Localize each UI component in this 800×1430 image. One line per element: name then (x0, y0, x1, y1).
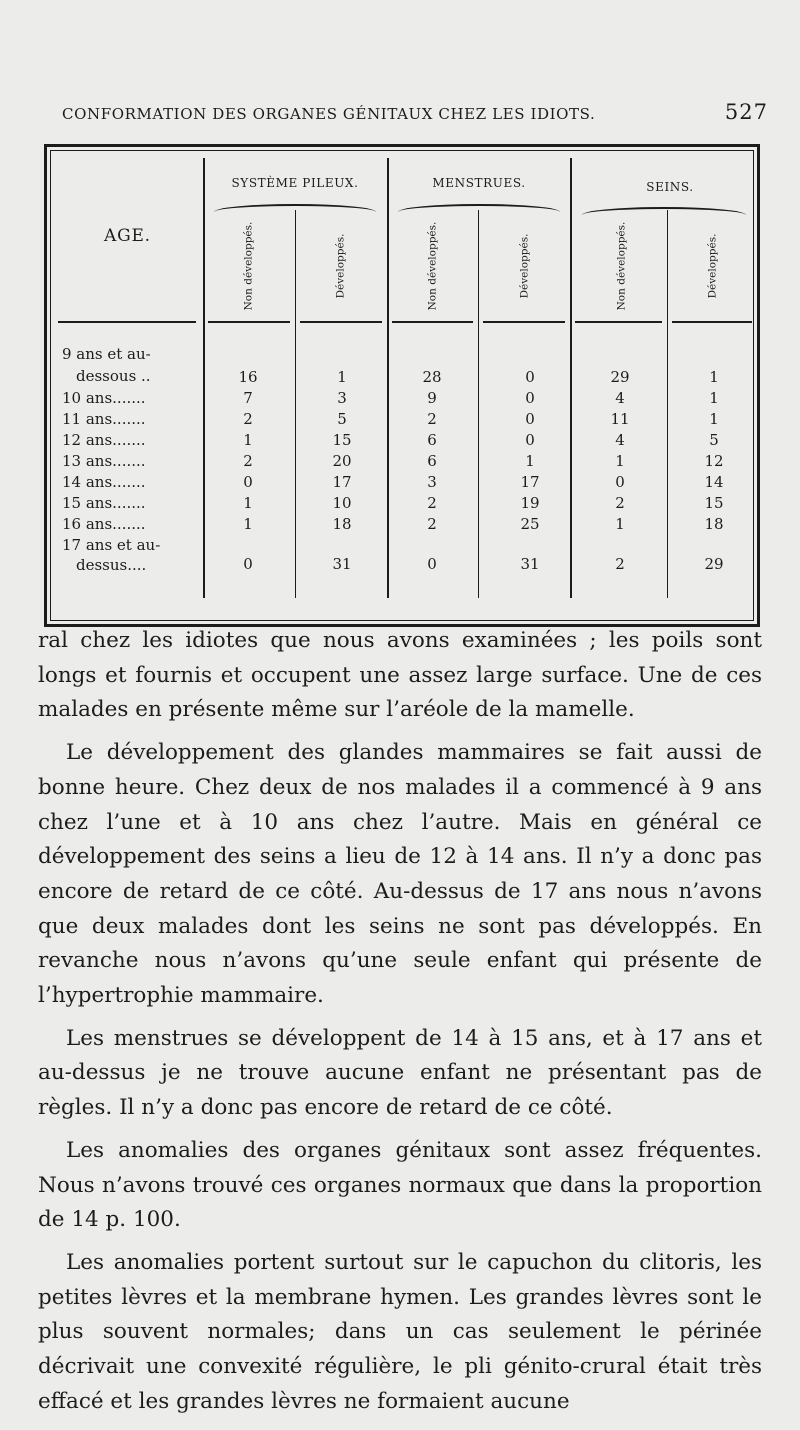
subheader-cell (702, 216, 722, 316)
row-label: 14 ans....... (62, 473, 146, 491)
table-cell: 7 (243, 389, 253, 407)
table-cell: 15 (704, 494, 724, 512)
table-cell: 0 (243, 473, 253, 491)
table-cell: 0 (525, 431, 535, 449)
table-cell: 17 (520, 473, 540, 491)
table-cell: 0 (525, 389, 535, 407)
col-rule (295, 210, 296, 598)
table-cell: 0 (615, 473, 625, 491)
header-rule (672, 321, 752, 323)
table-cell: 17 (332, 473, 352, 491)
subheader-cell (514, 216, 534, 316)
row-label: 15 ans....... (62, 494, 146, 512)
row-label: 13 ans....... (62, 452, 146, 470)
table-cell: 1 (709, 389, 719, 407)
row-label: 9 ans et au- (62, 345, 151, 363)
subheader-cell (611, 216, 631, 316)
table-cell: 1 (337, 368, 347, 386)
table-cell: 1 (243, 494, 253, 512)
table-cell: 2 (615, 494, 625, 512)
col-rule (203, 158, 205, 598)
col-rule (667, 210, 668, 598)
table-cell: 3 (337, 389, 347, 407)
running-title: CONFORMATION DES ORGANES GÉNITAUX CHEZ LES IDIOTS. (62, 105, 596, 123)
table-cell: 28 (422, 368, 442, 386)
header-rule (300, 321, 382, 323)
table-cell: 2 (615, 555, 625, 573)
table-cell: 2 (243, 410, 253, 428)
group-header-menstrues: MENSTRUES. (432, 176, 526, 190)
table-cell: 14 (704, 473, 724, 491)
subheader-label: Non développés. (615, 221, 628, 311)
table-cell: 18 (704, 515, 724, 533)
table-cell: 12 (704, 452, 724, 470)
subheader-label: Développés. (518, 233, 530, 299)
group-header-seins: SEINS. (646, 180, 694, 194)
table-cell: 18 (332, 515, 352, 533)
table-cell: 2 (427, 494, 437, 512)
table-cell: 5 (337, 410, 347, 428)
table-cell: 1 (615, 452, 625, 470)
paragraph: Le développement des glandes mammaires se fait aussi de bonne heure. Chez deux de nos malades il a commencé à 9 ans chez l’une et à 10 ans chez l’autre. Mais en général ce développement des seins a lieu de 12 à 14 ans. Il n’y a donc pas encore de retard de ce côté. Au-dessus de 17 ans nous n’avons que deux malades dont les seins ne sont pas développés. En revanche nous n’avons qu’une seule enfant qui présente de l’hypertrophie mammaire. (38, 740, 762, 1009)
paragraph: Les menstrues se développent de 14 à 15 ans, et à 17 ans et au-dessus je ne trouve aucune enfant ne présentant pas de règles. Il n’y a donc pas encore de retard de ce côté. (38, 1025, 762, 1121)
table-cell: 0 (525, 410, 535, 428)
table-cell: 1 (615, 515, 625, 533)
table-cell: 19 (520, 494, 540, 512)
body-text (38, 624, 762, 1419)
table-cell: 31 (332, 555, 352, 573)
table-cell: 1 (709, 410, 719, 428)
table-cell: 1 (243, 431, 253, 449)
paragraph: Les anomalies portent surtout sur le capuchon du clitoris, les petites lèvres et la membrane hymen. Les grandes lèvres sont le plus souvent normales; dans un cas seulement le périnée décrivait une convexité régulière, le pli génito-crural était très effacé et les grandes lèvres ne formaient aucune (38, 1249, 762, 1414)
row-label: 10 ans....... (62, 389, 146, 407)
table-cell: 11 (610, 410, 630, 428)
table-cell: 3 (427, 473, 437, 491)
table-cell: 4 (615, 389, 625, 407)
subheader-label: Non développés. (426, 221, 439, 311)
page-number: 527 (724, 100, 768, 124)
subheader-label: Non développés. (242, 221, 255, 311)
table-cell: 29 (610, 368, 630, 386)
row-label: 16 ans....... (62, 515, 146, 533)
row-label: 17 ans et au- (62, 536, 161, 554)
table-cell: 1 (709, 368, 719, 386)
header-rule (575, 321, 662, 323)
subheader-label: Développés. (334, 233, 346, 299)
table-cell: 31 (520, 555, 540, 573)
table-cell: 2 (243, 452, 253, 470)
col-rule (478, 210, 479, 598)
table-cell: 0 (427, 555, 437, 573)
table-cell: 15 (332, 431, 352, 449)
table-cell: 0 (525, 368, 535, 386)
subheader-label: Développés. (706, 233, 718, 299)
table-cell: 25 (520, 515, 540, 533)
table-cell: 4 (615, 431, 625, 449)
table-cell: 10 (332, 494, 352, 512)
header-rule (483, 321, 565, 323)
col-rule (570, 158, 572, 598)
col-rule (387, 158, 389, 598)
table-cell: 16 (238, 368, 258, 386)
row-label: dessus.... (76, 556, 147, 574)
subheader-cell (422, 216, 442, 316)
row-label: 12 ans....... (62, 431, 146, 449)
paragraph: Les anomalies des organes génitaux sont assez fréquentes. Nous n’avons trouvé ces organes normaux que dans la proportion de 14 p. 100. (38, 1137, 762, 1233)
subheader-cell (330, 216, 350, 316)
table-cell: 9 (427, 389, 437, 407)
table-cell: 29 (704, 555, 724, 573)
header-rule (58, 321, 196, 323)
table-cell: 5 (709, 431, 719, 449)
table-cell: 6 (427, 452, 437, 470)
table-cell: 20 (332, 452, 352, 470)
running-header (62, 100, 768, 124)
age-header: AGE. (104, 226, 151, 246)
table-cell: 1 (243, 515, 253, 533)
row-label: 11 ans....... (62, 410, 146, 428)
paragraph: ral chez les idiotes que nous avons examinées ; les poils sont longs et fournis et occupent une assez large surface. Une de ces malades en présente même sur l’aréole de la mamelle. (38, 628, 762, 723)
table-cell: 1 (525, 452, 535, 470)
group-header-systeme-pileux: SYSTÈME PILEUX. (231, 176, 359, 190)
table-cell: 2 (427, 410, 437, 428)
row-label: dessous .. (76, 367, 151, 385)
header-rule (208, 321, 290, 323)
header-rule (392, 321, 473, 323)
subheader-cell (238, 216, 258, 316)
table-cell: 0 (243, 555, 253, 573)
table-cell: 6 (427, 431, 437, 449)
table-cell: 2 (427, 515, 437, 533)
